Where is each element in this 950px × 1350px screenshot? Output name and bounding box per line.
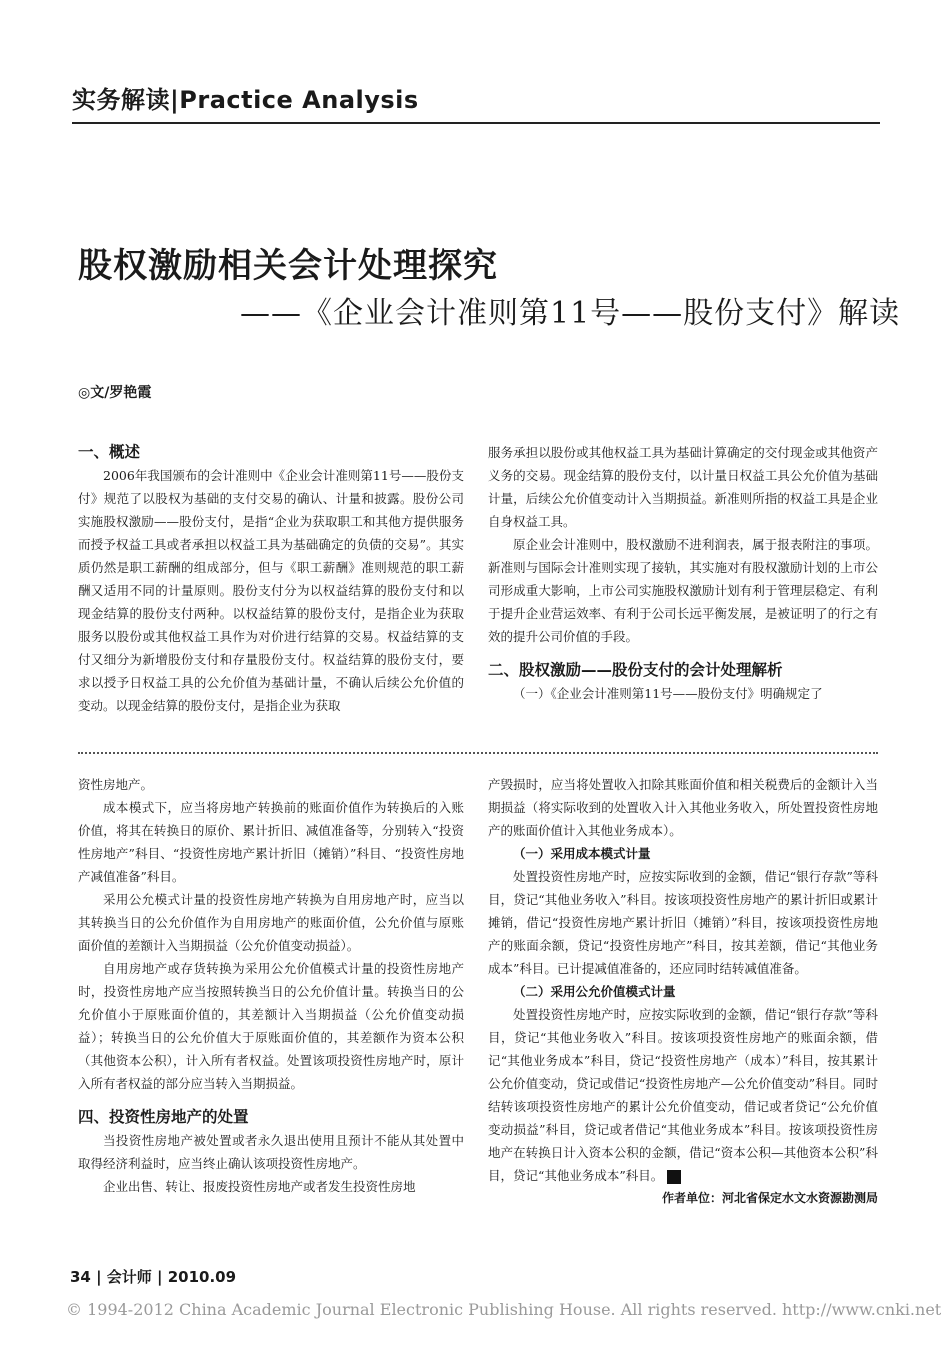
paragraph: 企业出售、转让、报废投资性房地产或者发生投资性房地 [103, 1179, 416, 1194]
spacer [488, 648, 878, 658]
paragraph: 资性房地产。 [78, 777, 154, 792]
header-divider [72, 122, 880, 124]
paragraph: 2006年我国颁布的会计准则中《企业会计准则第11号——股份支付》规范了以股权为基础的支付交易的确认、计量和披露。股份公司实施股权激励——股份支付，是指“企业为获取职工和其他方提供服务而授予权益工具或者承担以权益工具为基础确定的负债的交易”。其实质仍然是职工薪酬的组成部分，但与《职工薪酬》准则规范的职工薪酬又适用不同的计量原则。股份支付分为以权益结算的股份支付和以现金结算的股份支付两种。以权益结算的股份支付，是指企业为获取服务以股份或其他权益工具作为对价进行结算的交易。权益结算的支付又细分为新增股份支付和存量股份支付。权益结算的股份支付，要求以授予日权益工具的公允价值为基础计量，不确认后续公允价值的变动。以现金结算的股份支付，是指企业为获取 [78, 468, 464, 713]
page-footer: 34 | 会计师 | 2010.09 [70, 1268, 237, 1286]
copyright-watermark: © 1994-2012 China Academic Journal Electronic Publishing House. All rights reserved. http://www.cnki.net [66, 1300, 942, 1319]
article-title: 股权激励相关会计处理探究 [78, 246, 498, 286]
upper-right-column [488, 441, 878, 705]
lower-left-column [78, 773, 464, 1198]
page-divider [78, 752, 878, 754]
lower-right-column [488, 773, 878, 1210]
subheading-fair-value-model: （二）采用公允价值模式计量 [513, 984, 676, 999]
paragraph [488, 1003, 878, 1187]
spacer [78, 1095, 464, 1105]
paragraph: 自用房地产或存货转换为采用公允价值模式计量的投资性房地产时，投资性房地产应当按照转换当日的公允价值计量。转换当日的公允价值小于原账面价值的，其差额计入当期损益（公允价值变动损益）；转换当日的公允价值大于原账面价值的，其差额作为资本公积（其他资本公积），计入所有者权益。处置该项投资性房地产时，原计入所有者权益的部分应当转入当期损益。 [78, 961, 464, 1091]
paragraph: 成本模式下，应当将房地产转换前的账面价值作为转换后的入账价值，将其在转换日的原价、累计折旧、减值准备等，分别转入“投资性房地产”科目、“投资性房地产累计折旧（摊销）”科目、“投资性房地产减值准备”科目。 [78, 800, 464, 884]
paragraph: 原企业会计准则中，股权激励不进利润表，属于报表附注的事项。新准则与国际会计准则实现了接轨，其实施对有股权激励计划的上市公司形成重大影响，上市公司实施股权激励计划有利于管理层稳定、有利于提升企业营运效率、有利于公司长远平衡发展，是被证明了的行之有效的提升公司价值的手段。 [488, 537, 878, 644]
author-line: ◎文/罗艳霞 [78, 385, 152, 401]
paragraph: 产毁损时，应当将处置收入扣除其账面价值和相关税费后的金额计入当期损益（将实际收到的处置收入计入其他业务收入，所处置投资性房地产的账面价值计入其他业务成本）。 [488, 777, 878, 838]
paragraph: 采用公允模式计量的投资性房地产转换为自用房地产时，应当以其转换当日的公允价值作为自用房地产的账面价值，公允价值与原账面价值的差额计入当期损益（公允价值变动损益）。 [78, 892, 464, 953]
article-subtitle: ——《企业会计准则第11号——股份支付》解读 [240, 296, 901, 331]
subheading-cost-model: （一）采用成本模式计量 [513, 846, 651, 861]
paragraph: 当投资性房地产被处置或者永久退出使用且预计不能从其处置中取得经济利益时，应当终止确认该项投资性房地产。 [78, 1133, 464, 1171]
paragraph: 服务承担以股份或其他权益工具为基础计算确定的交付现金或其他资产义务的交易。现金结算的股份支付，以计量日权益工具公允价值为基础计量，后续公允价值变动计入当期损益。新准则所指的权益工具是企业自身权益工具。 [488, 445, 878, 529]
section-heading-disposal: 四、投资性房地产的处置 [78, 1108, 249, 1126]
paragraph: 处置投资性房地产时，应按实际收到的金额，借记“银行存款”等科目，贷记“其他业务收入”科目。按该项投资性房地产的累计折旧或累计摊销，借记“投资性房地产累计折旧（摊销）”科目，按该项投资性房地产的账面余额，贷记“投资性房地产”科目，按其差额，借记“其他业务成本”科目。已计提减值准备的，还应同时结转减值准备。 [488, 869, 878, 976]
paragraph: （一）《企业会计准则第11号——股份支付》明确规定了 [513, 686, 823, 701]
end-mark-icon: A [667, 1170, 681, 1184]
section-header: 实务解读|Practice Analysis [72, 86, 419, 114]
paragraph-text: 处置投资性房地产时，应按实际收到的金额，借记“银行存款”等科目，贷记“其他业务收入”科目。按该项投资性房地产的账面余额，借记“其他业务成本”科目，贷记“投资性房地产（成本）”科目，按其累计公允价值变动，贷记或借记“投资性房地产—公允价值变动”科目。同时结转该项投资性房地产的累计公允价值变动，借记或者贷记“公允价值变动损益”科目，贷记或者借记“其他业务成本”科目。按该项投资性房地产在转换日计入资本公积的金额，借记“资本公积—其他资本公积”科目，贷记“其他业务成本”科目。 [488, 1007, 878, 1183]
section-heading-accounting: 二、股权激励——股份支付的会计处理解析 [488, 661, 783, 679]
section-heading-overview: 一、概述 [78, 443, 141, 461]
author-affiliation: 作者单位：河北省保定水文水资源勘测局 [661, 1191, 878, 1205]
upper-left-column [78, 440, 464, 717]
